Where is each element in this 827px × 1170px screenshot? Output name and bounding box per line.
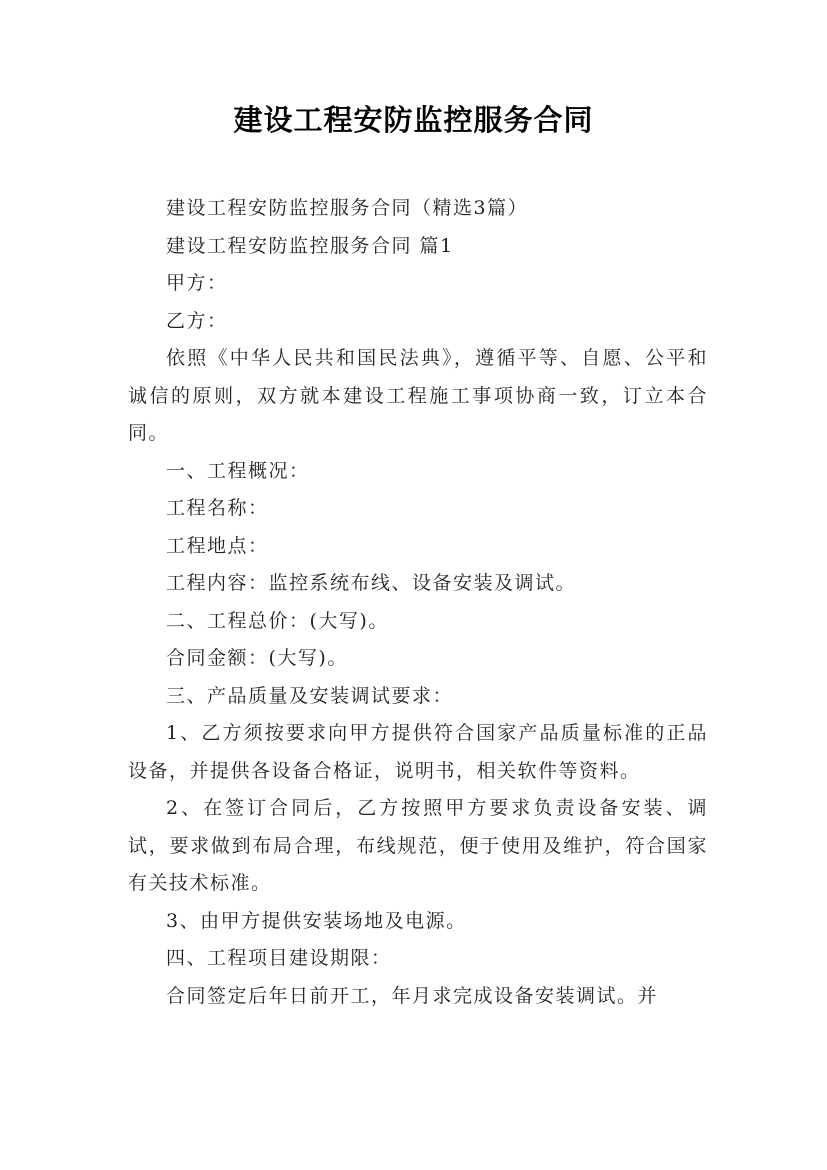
paragraph-project-content: 工程内容：监控系统布线、设备安装及调试。 <box>166 572 577 594</box>
paragraph-item-3: 3、由甲方提供安装场地及电源。 <box>166 909 467 932</box>
paragraph-section-heading: 建设工程安防监控服务合同 篇1 <box>166 234 454 257</box>
document-title: 建设工程安防监控服务合同 <box>233 103 594 137</box>
paragraph-schedule: 合同签定后年日前开工，年月求完成设备安装调试。并 <box>166 984 659 1007</box>
document-body <box>128 190 708 1015</box>
paragraph-project-location: 工程地点： <box>166 534 269 557</box>
paragraph-clause-2-heading: 二、工程总价：(大写)。 <box>166 609 389 632</box>
paragraph-contract-amount: 合同金额：(大写)。 <box>166 647 348 669</box>
paragraph-preamble: 依照《中华人民共和国民法典》，遵循平等、自愿、公平和诚信的原则，双方就本建设工程施工事项协商一致，订立本合同。 <box>128 347 708 444</box>
paragraph-clause-4-heading: 四、工程项目建设期限： <box>166 947 392 969</box>
paragraph-project-name: 工程名称： <box>166 497 269 519</box>
paragraph-party-a: 甲方： <box>166 272 228 294</box>
paragraph-clause-3-heading: 三、产品质量及安装调试要求： <box>166 684 454 707</box>
paragraph-party-b: 乙方： <box>166 309 228 332</box>
paragraph-clause-1-heading: 一、工程概况： <box>166 459 310 482</box>
paragraph-item-1: 1、乙方须按要求向甲方提供符合国家产品质量标准的正品设备，并提供各设备合格证，说明书，相关软件等资料。 <box>128 722 708 782</box>
paragraph-subtitle: 建设工程安防监控服务合同（精选3篇） <box>166 197 529 219</box>
paragraph-item-2: 2、在签订合同后，乙方按照甲方要求负责设备安装、调试，要求做到布局合理，布线规范，便于使用及维护，符合国家有关技术标准。 <box>128 797 708 894</box>
